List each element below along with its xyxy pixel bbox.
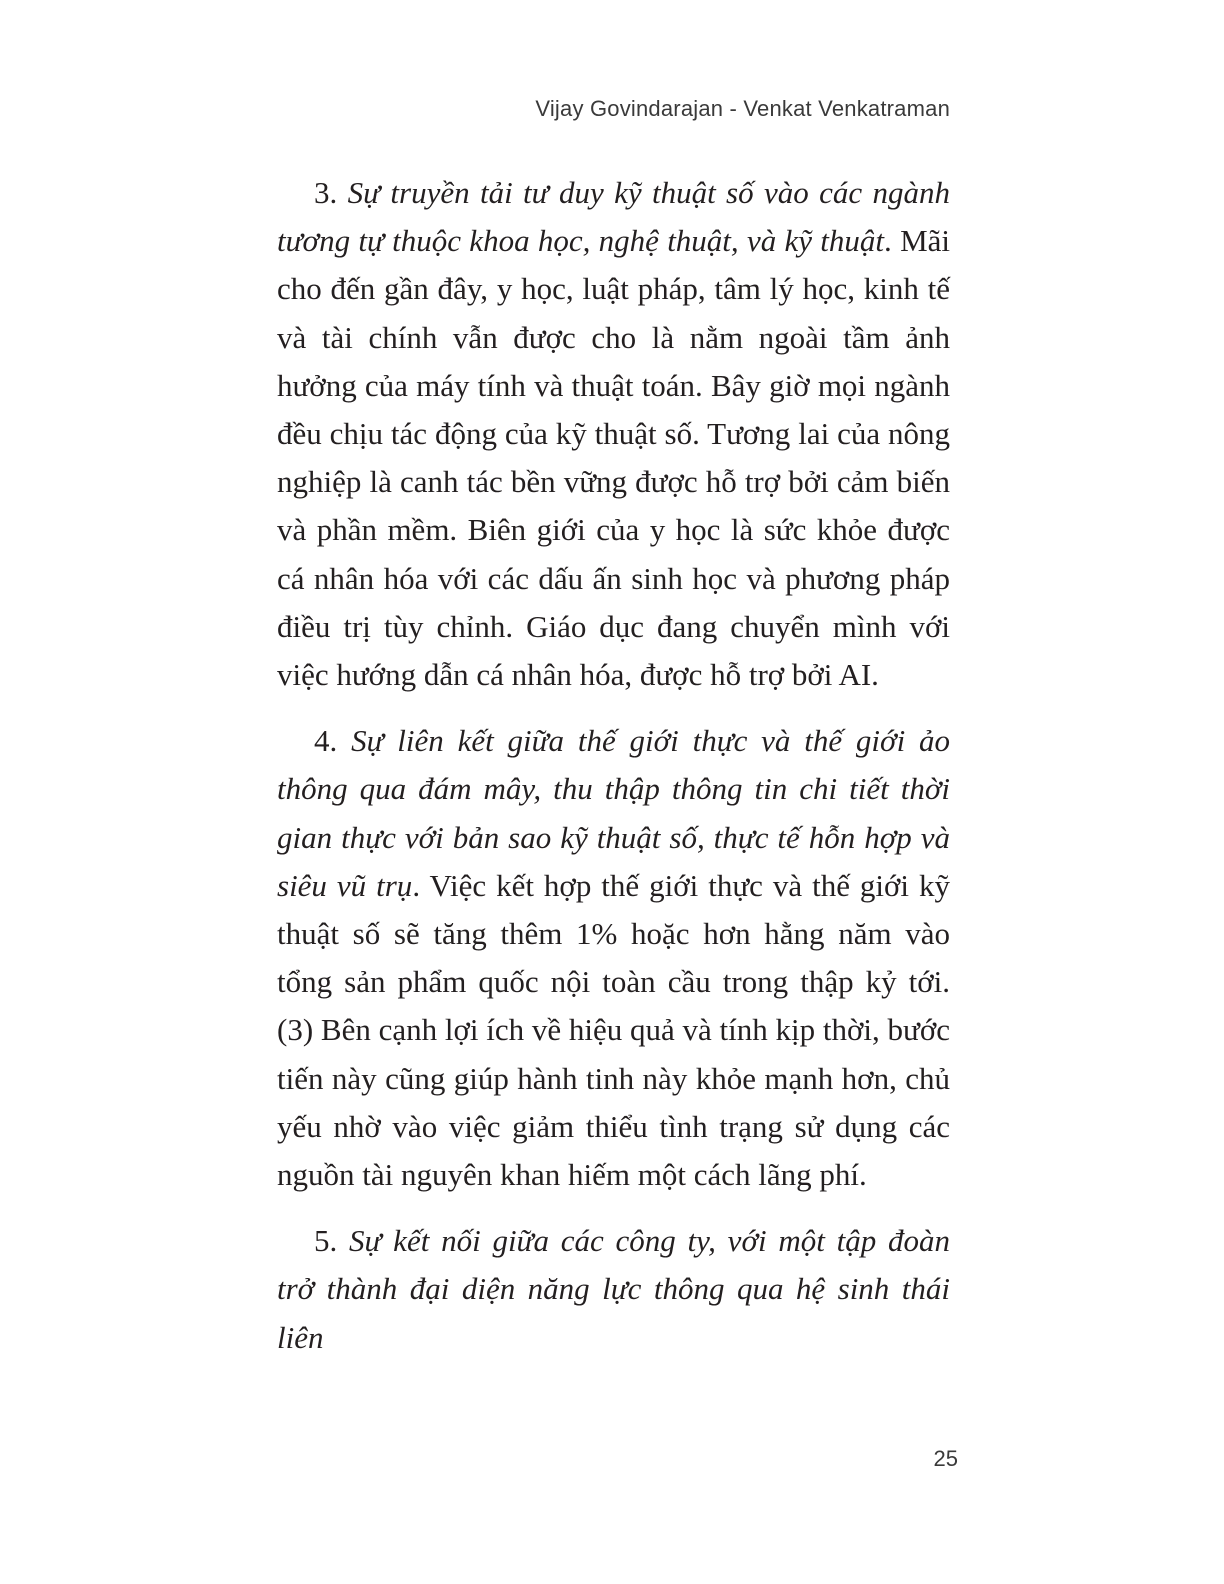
paragraph-lead: Sự truyền tải tư duy kỹ thuật số vào các ngành tương tự thuộc khoa học, nghệ thuật, và kỹ thuật	[277, 175, 950, 259]
paragraph-number: 5.	[314, 1223, 338, 1259]
paragraph-lead: Sự kết nối giữa các công ty, với một tập đoàn trở thành đại diện năng lực thông qua hệ sinh thái liên	[277, 1223, 950, 1355]
paragraph-number: 4.	[314, 723, 338, 759]
page-number: 25	[933, 1446, 958, 1471]
paragraph-lead: Sự liên kết giữa thế giới thực và thế giới ảo thông qua đám mây, thu thập thông tin chi tiết thời gian thực với bản sao kỹ thuật số, thực tế hỗn hợp và siêu vũ trụ	[277, 723, 950, 903]
paragraph-3	[277, 169, 950, 699]
running-header: Vijay Govindarajan - Venkat Venkatraman	[535, 96, 950, 121]
paragraph-body: . Việc kết hợp thế giới thực và thế giới kỹ thuật số sẽ tăng thêm 1% hoặc hơn hằng năm vào tổng sản phẩm quốc nội toàn cầu trong thập kỷ tới. (3) Bên cạnh lợi ích về hiệu quả và tính kịp thời, bước tiến này cũng giúp hành tinh này khỏe mạnh hơn, chủ yếu nhờ vào việc giảm thiểu tình trạng sử dụng các nguồn tài nguyên khan hiếm một cách lãng phí.	[277, 867, 951, 1193]
paragraph-body: . Mãi cho đến gần đây, y học, luật pháp, tâm lý học, kinh tế và tài chính vẫn được cho là nằm ngoài tầm ảnh hưởng của máy tính và thuật toán. Bây giờ mọi ngành đều chịu tác động của kỹ thuật số. Tương lai của nông nghiệp là canh tác bền vững được hỗ trợ bởi cảm biến và phần mềm. Biên giới của y học là sức khỏe được cá nhân hóa với các dấu ấn sinh học và phương pháp điều trị tùy chỉnh. Giáo dục đang chuyển mình với việc hướng dẫn cá nhân hóa, được hỗ trợ bởi AI.	[277, 223, 951, 693]
paragraph-5	[277, 1217, 950, 1362]
paragraph-4	[277, 717, 950, 1199]
body-text	[277, 169, 950, 1380]
paragraph-number: 3.	[314, 175, 338, 210]
